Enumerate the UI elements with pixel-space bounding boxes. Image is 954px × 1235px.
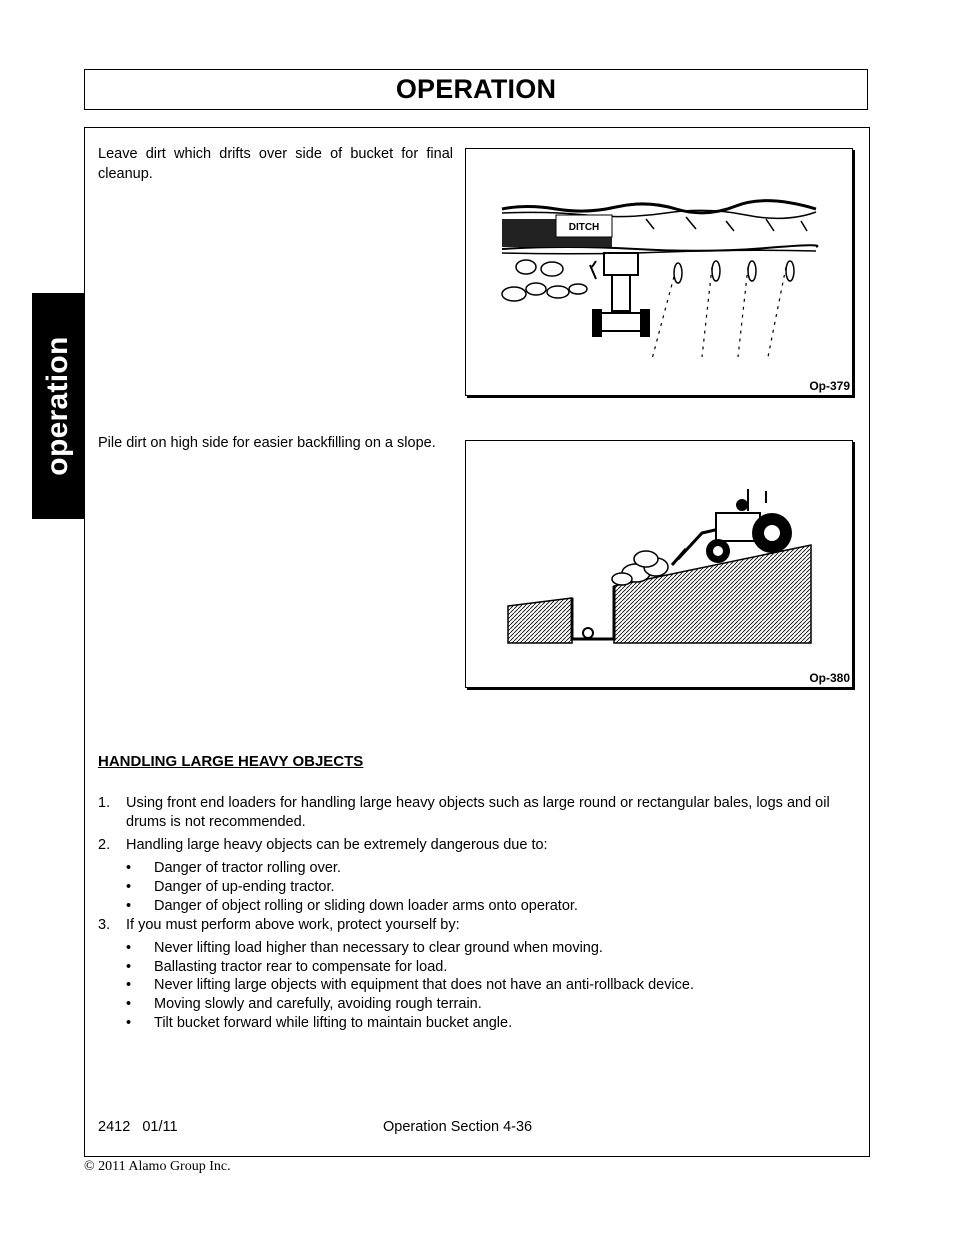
bullet-icon: •: [126, 879, 132, 895]
paragraph-final-cleanup: Leave dirt which drifts over side of bucket for final cleanup.: [98, 146, 453, 182]
figure-slope-backfill: [465, 440, 853, 688]
bullet-text: Danger of up-ending tractor.: [154, 879, 335, 895]
footer-section-page: Operation Section 4-36: [383, 1119, 533, 1135]
bullet-icon: •: [126, 996, 132, 1012]
list-item-3-bullet-5: [126, 1014, 856, 1033]
list-item-3-bullet-4: [126, 995, 856, 1014]
copyright-notice: © 2011 Alamo Group Inc.: [84, 1159, 231, 1174]
list-item-2: [98, 836, 858, 855]
item-text: Handling large heavy objects can be extremely dangerous due to:: [126, 837, 548, 853]
bullet-icon: •: [126, 860, 132, 876]
slope-illustration: [466, 441, 852, 687]
list-item-1: [98, 794, 858, 832]
bullet-text: Danger of object rolling or sliding down loader arms onto operator.: [154, 898, 578, 914]
list-item-3-bullet-3: [126, 976, 856, 995]
figure-label-op379: Op-379: [809, 379, 850, 393]
figure-ditch-top-view: [465, 148, 853, 396]
page-title: OPERATION: [395, 74, 557, 104]
item-number: 2.: [98, 837, 111, 853]
list-item-2-bullet-2: [126, 878, 856, 897]
ditch-label: DITCH: [568, 222, 600, 233]
item-number: 1.: [98, 795, 111, 811]
item-number: 3.: [98, 917, 111, 933]
bullet-icon: •: [126, 898, 132, 914]
side-section-tab: [32, 293, 84, 519]
list-item-3: [98, 916, 858, 935]
footer-model-date: 2412 01/11: [98, 1119, 178, 1135]
bullet-text: Danger of tractor rolling over.: [154, 860, 341, 876]
list-item-2-bullet-1: [126, 859, 856, 878]
bullet-text: Moving slowly and carefully, avoiding rough terrain.: [154, 996, 482, 1012]
figure-label-op380: Op-380: [809, 671, 850, 685]
side-tab-label: operation: [41, 336, 74, 476]
bullet-text: Ballasting tractor rear to compensate for load.: [154, 959, 448, 975]
section-heading: HANDLING LARGE HEAVY OBJECTS: [98, 753, 364, 770]
bullet-text: Tilt bucket forward while lifting to maintain bucket angle.: [154, 1015, 513, 1031]
bullet-icon: •: [126, 1015, 132, 1031]
list-item-2-bullet-3: [126, 897, 856, 916]
item-text: If you must perform above work, protect yourself by:: [126, 917, 460, 933]
item-text: Using front end loaders for handling large heavy objects such as large round or rectangular bales, logs and oil drums is not recommended.: [126, 795, 830, 830]
bullet-icon: •: [126, 959, 132, 975]
bullet-text: Never lifting large objects with equipment that does not have an anti-rollback device.: [154, 977, 695, 993]
bullet-icon: •: [126, 940, 132, 956]
bullet-icon: •: [126, 977, 132, 993]
list-item-3-bullet-1: [126, 939, 856, 958]
list-item-3-bullet-2: [126, 958, 856, 977]
bullet-text: Never lifting load higher than necessary to clear ground when moving.: [154, 940, 603, 956]
page-header: [84, 69, 868, 110]
paragraph-pile-dirt: Pile dirt on high side for easier backfilling on a slope.: [98, 435, 436, 451]
ditch-illustration: [466, 149, 852, 395]
